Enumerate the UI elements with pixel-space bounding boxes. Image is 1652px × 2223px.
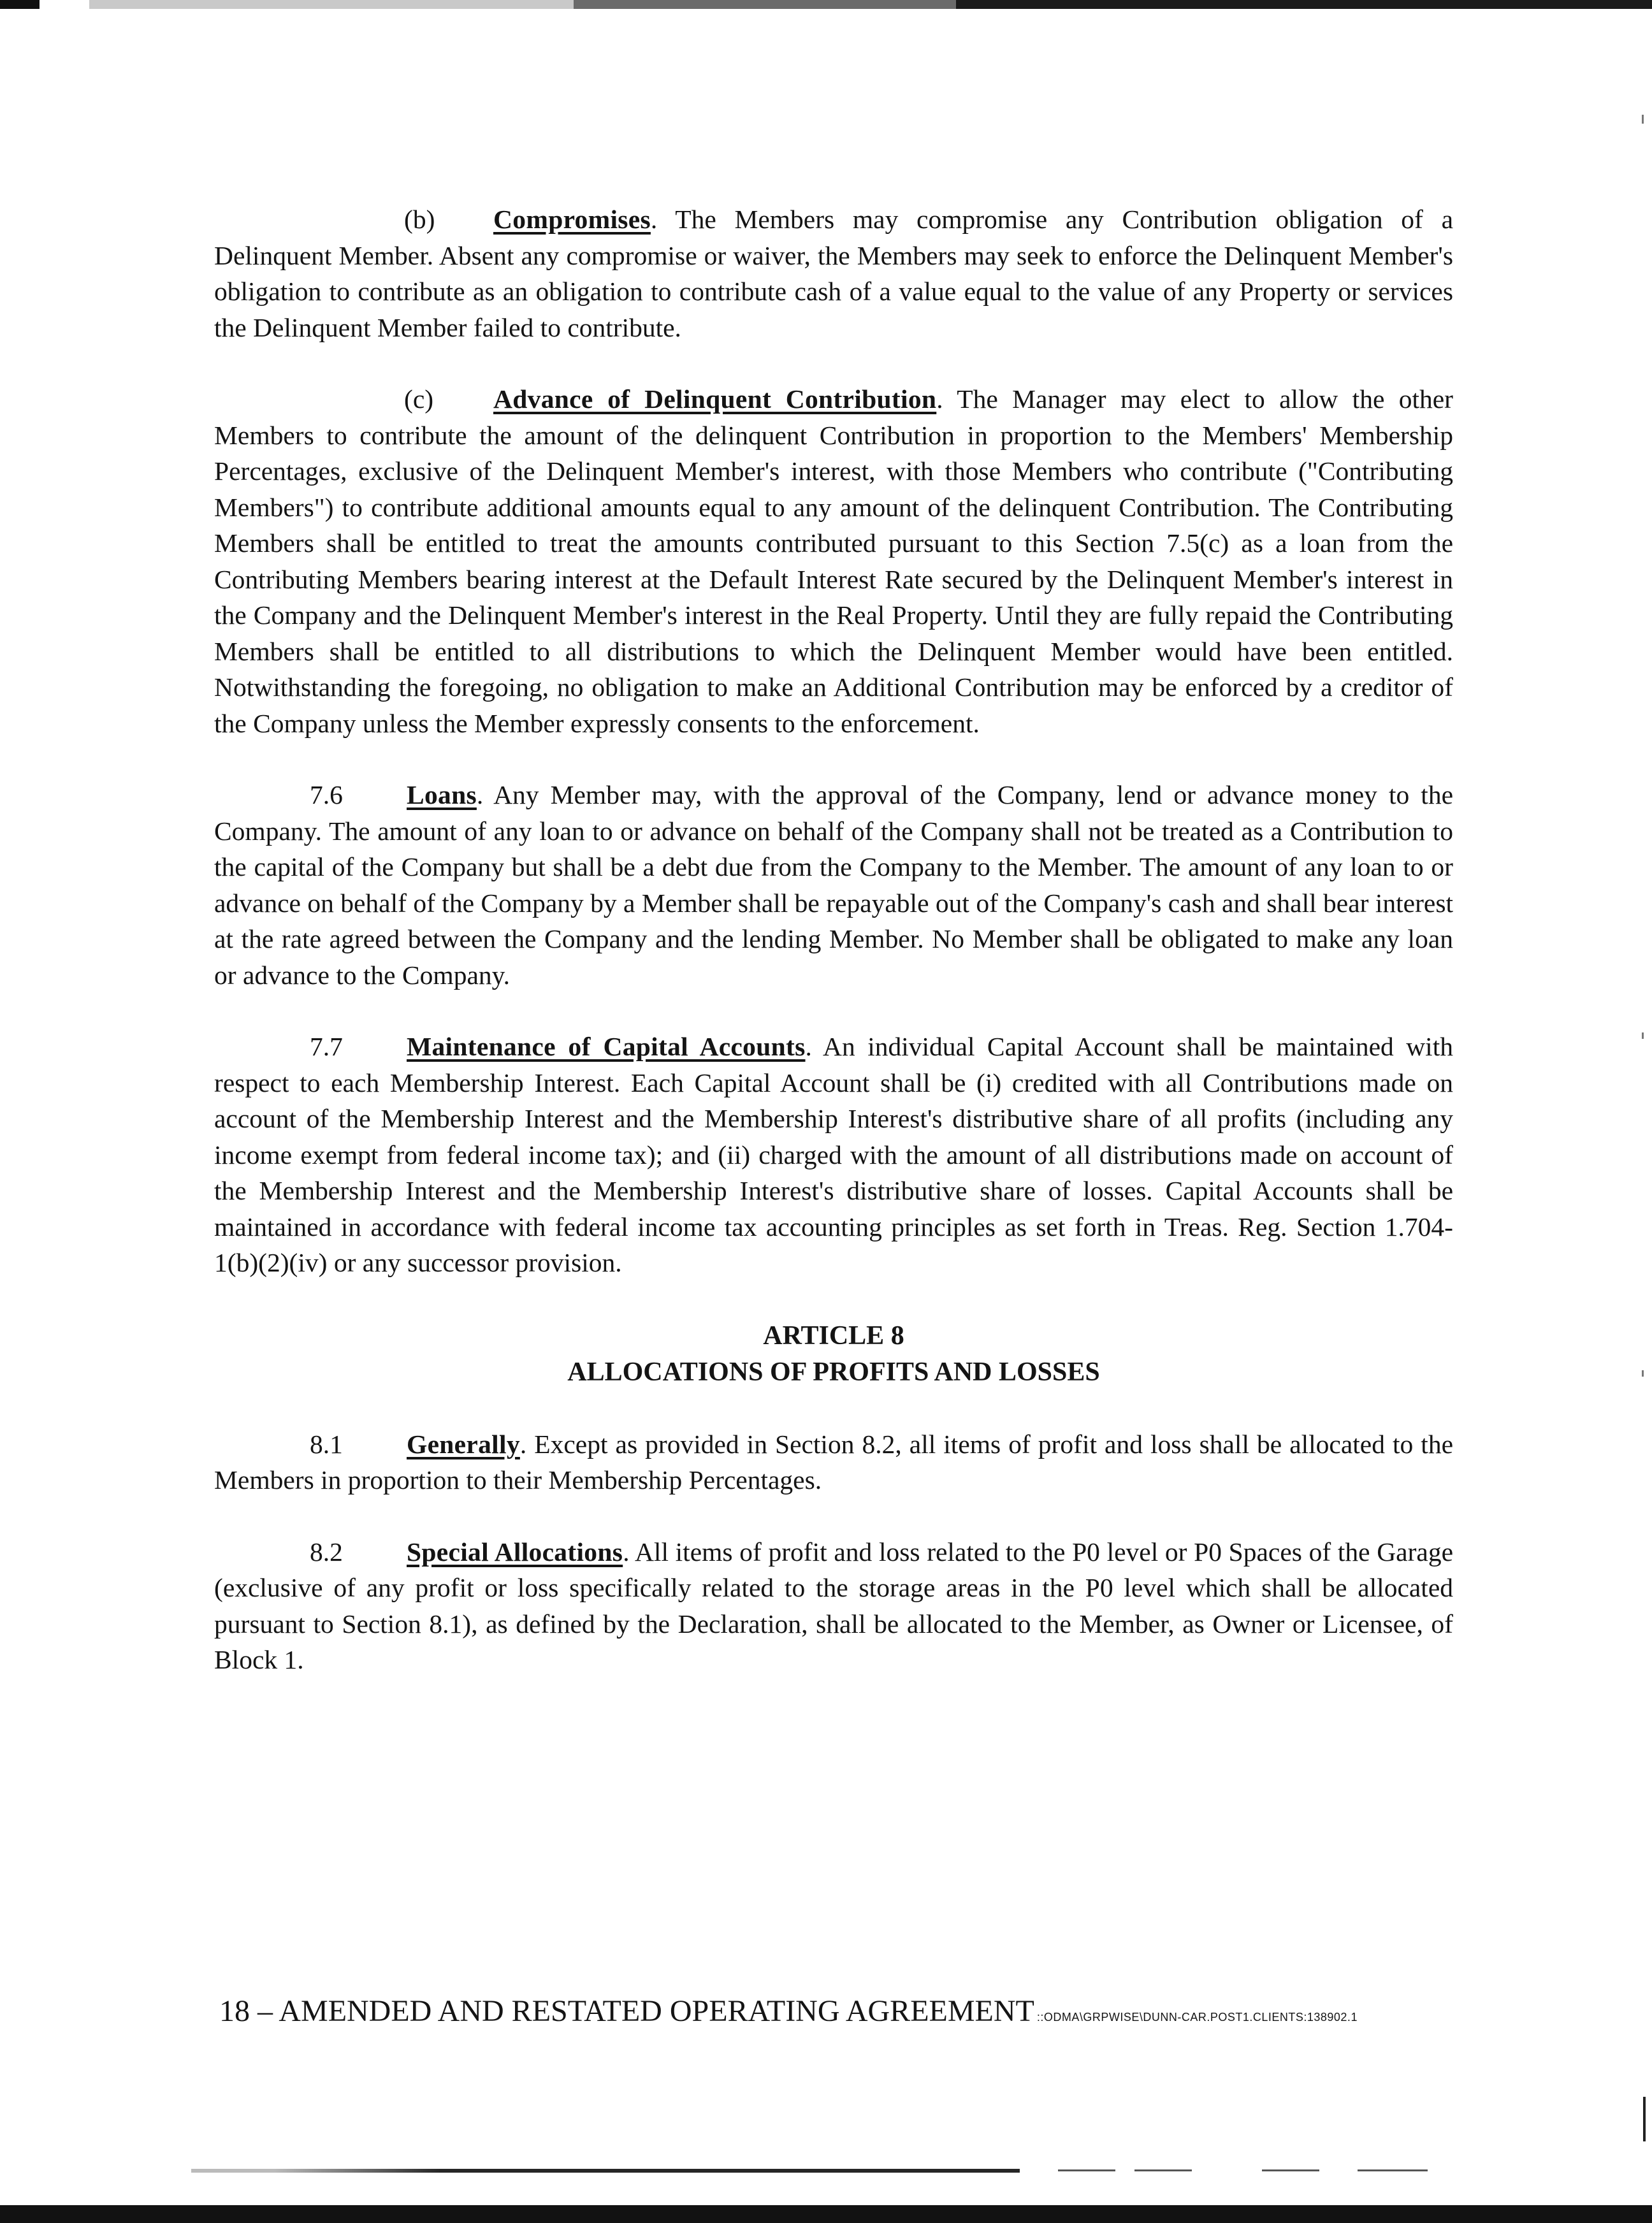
section-label: 8.1 bbox=[310, 1429, 343, 1459]
scan-bottom-dash bbox=[1262, 2169, 1319, 2171]
section-text: . All items of profit and loss related to the P0 level or P0 Spaces of the Garage (exclusive of any profit or loss specifically related to the storage areas in the P0 level which shall be allocated pursuant to Section 8.1), as defined by the Declaration, shall be allocated to the Member, as Owner or Licensee, of Block 1. bbox=[214, 1537, 1453, 1674]
section-7-7 bbox=[214, 1029, 1453, 1281]
scan-bottom-dash bbox=[1358, 2169, 1428, 2171]
section-7-5-b bbox=[214, 201, 1453, 345]
section-7-5-c bbox=[214, 381, 1453, 741]
section-text: . The Manager may elect to allow the other Members to contribute the amount of the delinquent Contribution in proportion to the Members' Membership Percentages, exclusive of the Delinquent Member's interest, with those Members who contribute ("Contributing Members") to contribute additional amounts equal to any amount of the delinquent Contribution. The Contributing Members shall be entitled to treat the amounts contributed pursuant to this Section 7.5(c) as a loan from the Contributing Members bearing interest at the Default Interest Rate secured by the Delinquent Member's interest in the Company and the Delinquent Member's interest in the Real Property. Until they are fully repaid the Contributing Members shall be entitled to all distributions to which the Delinquent Member would have been entitled. Notwithstanding the foregoing, no obligation to make an Additional Contribution may be enforced by a creditor of the Company unless the Member expressly consents to the enforcement. bbox=[214, 384, 1453, 738]
section-heading: Compromises bbox=[493, 205, 651, 234]
footer-title: 18 – AMENDED AND RESTATED OPERATING AGREEMENT bbox=[219, 1994, 1034, 2028]
section-text: . An individual Capital Account shall be maintained with respect to each Membership Interest. Each Capital Account shall be (i) credited with all Contributions made on account of the Membership Interest and the Membership Interest's distributive share of all profits (including any income exempt from federal income tax); and (ii) charged with the amount of all distributions made on account of the Membership Interest and the Membership Interest's distributive share of losses. Capital Accounts shall be maintained in accordance with federal income tax accounting principles as set forth in Treas. Reg. Section 1.704-1(b)(2)(iv) or any successor provision. bbox=[214, 1032, 1453, 1277]
section-text: . Except as provided in Section 8.2, all items of profit and loss shall be allocated to the Members in proportion to their Membership Percentages. bbox=[214, 1429, 1453, 1495]
scan-bottom-dash bbox=[1058, 2169, 1115, 2171]
section-heading: Loans bbox=[407, 780, 477, 809]
article-title: ALLOCATIONS OF PROFITS AND LOSSES bbox=[567, 1357, 1100, 1387]
footer-doc-code: ::ODMA\GRPWISE\DUNN-CAR.POST1.CLIENTS:138902.1 bbox=[1036, 2011, 1358, 2024]
scan-bottom-rule bbox=[191, 2169, 1020, 2173]
section-label: 8.2 bbox=[310, 1537, 343, 1567]
scan-margin-mark bbox=[1642, 115, 1644, 124]
scan-margin-mark bbox=[1642, 1370, 1644, 1377]
scan-bottom-edge bbox=[0, 2205, 1652, 2223]
section-text: . Any Member may, with the approval of the Company, lend or advance money to the Company. The amount of any loan to or advance on behalf of the Company shall not be treated as a Contribution to the capital of the Company but shall be a debt due from the Company to the Member. The amount of any loan to or advance on behalf of the Company by a Member shall be repayable out of the Company's cash and shall bear interest at the rate agreed between the Company and the lending Member. No Member shall be obligated to make any loan or advance to the Company. bbox=[214, 780, 1453, 990]
section-text: . The Members may compromise any Contribution obligation of a Delinquent Member. Absent any compromise or waiver, the Members may seek to enforce the Delinquent Member's obligation to contribute as an obligation to contribute cash of a value equal to the value of any Property or services the Delinquent Member failed to contribute. bbox=[214, 205, 1453, 342]
section-heading: Maintenance of Capital Accounts bbox=[407, 1032, 806, 1061]
scan-bottom-dash bbox=[1134, 2169, 1192, 2171]
document-body bbox=[214, 201, 1453, 1678]
section-8-1 bbox=[214, 1426, 1453, 1498]
section-heading: Generally bbox=[407, 1429, 520, 1459]
scan-margin-mark bbox=[1643, 2097, 1646, 2141]
section-label: (c) bbox=[404, 384, 434, 414]
section-heading: Special Allocations bbox=[407, 1537, 623, 1567]
section-label: (b) bbox=[404, 205, 435, 234]
section-heading: Advance of Delinquent Contribution bbox=[493, 384, 937, 414]
section-label: 7.7 bbox=[310, 1032, 343, 1061]
scan-margin-mark bbox=[1642, 1032, 1644, 1039]
scan-top-edge bbox=[0, 0, 1652, 9]
section-8-2 bbox=[214, 1534, 1453, 1678]
section-7-6 bbox=[214, 777, 1453, 993]
section-label: 7.6 bbox=[310, 780, 343, 809]
article-number: ARTICLE 8 bbox=[763, 1321, 904, 1350]
page-footer bbox=[219, 1994, 1358, 2029]
